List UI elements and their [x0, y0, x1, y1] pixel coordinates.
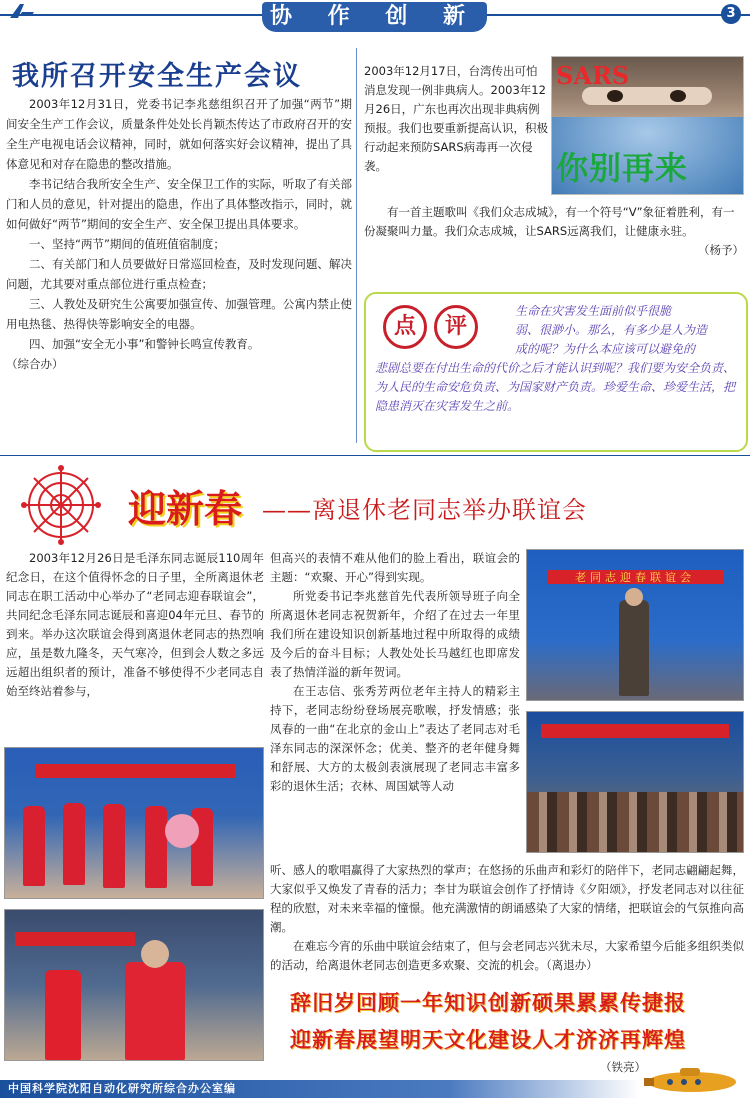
sars-paragraph-2: [364, 203, 744, 260]
article-body-safety-meeting: [6, 94, 352, 374]
article-column-2: [270, 549, 520, 796]
photo-dance: [4, 747, 264, 899]
commentary-line: 悲剧总要在付出生命的代价之后才能认识到呢？我们要为安全负责、为人民的生命安危负责、为国家财产负责。珍爱生命、珍爱生活，把隐患消灭在灾害发生之前。: [375, 361, 736, 413]
section-rule: [0, 455, 750, 456]
fan-prop: [165, 814, 199, 848]
performer-head: [141, 940, 169, 968]
article-title-safety-meeting: 我所召开安全生产会议: [12, 61, 302, 92]
commentary-text: [375, 302, 735, 416]
commentary-line: 弱、很渺小。那么，有多少是人为造: [515, 323, 708, 337]
article-subtitle: ——离退休老同志举办联谊会: [262, 496, 587, 524]
sars-paragraph: 2003年12月17日，台湾传出可怕消息发现一例非典病人。2003年12月26日，广东也再次出现非典病例预报。我们也要重新提高认识，积极行动起来预防SARS病毒再一次侵袭。: [364, 64, 548, 173]
audience-crowd: [527, 792, 743, 852]
paragraph: 在王志信、张秀芳两位老年主持人的精彩主持下，老同志纷纷登场展亮歌喉，抒发情感；张凤春的一曲“在北京的金山上”表达了老同志对毛泽东同志的深深怀念；优美、整齐的老年健身舞和舒展、大方的太极剑表演展现了老同志丰富多彩的退休生活；衣林、周国斌等人动: [270, 684, 520, 793]
paragraph: 四、加强“安全无小事”和警钟长鸣宣传教育。: [29, 337, 260, 351]
paragraph: 2003年12月31日，党委书记李兆慈组织召开了加强“两节”期间安全生产工作会议，质量条件处处长肖颖杰传达了市政府召开的安全生产电视电话会议精神，同时，就如何落实好会议精神，提出了具体意见和对存在隐患的整改措施。: [6, 97, 352, 171]
commentary-badge-char: 点: [393, 314, 416, 339]
paragraph: 三、人教处及研究生公寓要加强宣传、加强管理。公寓内禁止使用电热毯、热得快等影响安全的电器。: [6, 297, 352, 331]
commentary-line: 成的呢？为什么本应该可以避免的: [515, 342, 696, 356]
sars-image-label: SARS: [556, 61, 630, 90]
eye-image-part: [607, 90, 623, 102]
eye-image-part: [670, 90, 686, 102]
photo-banner: [541, 724, 729, 738]
person-figure: [619, 600, 649, 696]
footer-text: 中国科学院沈阳自动化研究所综合办公室编: [8, 1082, 236, 1095]
article-column-1: [6, 549, 264, 701]
paragraph: 听、感人的歌唱赢得了大家热烈的掌声；在悠扬的乐曲声和彩灯的陪伴下，老同志翩翩起舞，大家似乎又焕发了青春的活力；李甘为联谊会创作了抒情诗《夕阳颂》，抒发老同志对以往征程的欣慰，对未来幸福的憧憬。他充满激情的朗诵感染了大家的情绪，把联谊会的气氛推向高潮。: [270, 863, 744, 934]
paragraph: 二、有关部门和人员要做好日常巡回检查，及时发现问题、解决问题，尤其要对重点部位进行重点检查；: [6, 257, 352, 291]
article-author: （杨予）: [698, 243, 744, 257]
paragraph: 所党委书记李兆慈首先代表所领导班子向全所离退休老同志祝贺新年，介绍了在过去一年里我们所在建设知识创新基地过程中所取得的成绩及今后的奋斗目标；人教处处长马越红也即席发表了热情洋溢的新年贺词。: [270, 589, 520, 679]
dancer-figure: [23, 806, 45, 886]
section-banner: 协 作 创 新: [262, 2, 487, 32]
performer-figure: [45, 970, 81, 1060]
photo-audience: [526, 711, 744, 853]
photo-performance: [4, 909, 264, 1061]
paper-cut-ornament-icon: [18, 462, 104, 548]
photo-banner: [35, 764, 235, 778]
sars-image: [551, 56, 744, 195]
slogan-line-2: 迎新春展望明天文化建设人才济济再辉煌: [290, 1027, 686, 1052]
paragraph: 但高兴的表情不难从他们的脸上看出，联谊会的主题：“欢聚、开心”得到实现。: [270, 551, 520, 584]
article-title-new-year: 迎新春: [128, 486, 243, 531]
column-divider: [356, 48, 357, 443]
sars-image-slogan: 你别再来: [556, 149, 689, 187]
commentary-line: 生命在灾害发生面前似乎很脆: [515, 304, 672, 318]
commentary-badge-char: 评: [444, 314, 467, 339]
article-author: （综合办）: [6, 357, 64, 371]
performer-figure: [125, 962, 185, 1060]
header-logo-icon: [8, 2, 36, 20]
article-full-width-text: [270, 861, 744, 975]
slogan-line-1: 辞旧岁回顾一年知识创新硕果累累传捷报: [290, 990, 686, 1015]
person-head: [625, 588, 643, 606]
paragraph: 在难忘今宵的乐曲中联谊会结束了，但与会老同志兴犹未尽，大家希望今后能多组织类似的活动，给离退休老同志创造更多欢聚、交流的机会。（离退办）: [270, 939, 744, 972]
paragraph: 有一首主题歌叫《我们众志成城》，有一个符号“V”象征着胜利，有一份凝聚叫力量。我们众志成城，让SARS远离我们，让健康永驻。: [364, 205, 735, 238]
paragraph: 一、坚持“两节”期间的值班值宿制度；: [29, 237, 225, 251]
submarine-icon: [640, 1060, 744, 1096]
paragraph: 2003年12月26日是毛泽东同志诞辰110周年纪念日，在这个值得怀念的日子里，全所离退休老同志在职工活动中心举办了“老同志迎春联谊会”，共同纪念毛泽东同志诞辰和喜迎04年元旦、春节的到来。举办这次联谊会得到离退休老同志的热烈响应，虽是数九隆冬，天气寒冷，但到会人数之多远远超出组织者的预计，准备不够使得不少老同志自始至终站着参与，: [6, 551, 264, 698]
dancer-figure: [103, 804, 125, 888]
slogan-author: （铁亮）: [600, 1060, 646, 1074]
page-number: 3: [721, 4, 741, 24]
photo-banner: [15, 932, 135, 946]
dancer-figure: [145, 806, 167, 888]
dancer-figure: [63, 803, 85, 885]
photo-banner-text: 老同志迎春联谊会: [575, 571, 695, 584]
photo-speaker: [526, 549, 744, 701]
paragraph: 李书记结合我所安全生产、安全保卫工作的实际，听取了有关部门和人员的意见，针对提出的隐患，作出了具体整改指示，同时，就如何做好“两节”期间的安全生产、安全保卫提出具体要求。: [6, 177, 352, 231]
